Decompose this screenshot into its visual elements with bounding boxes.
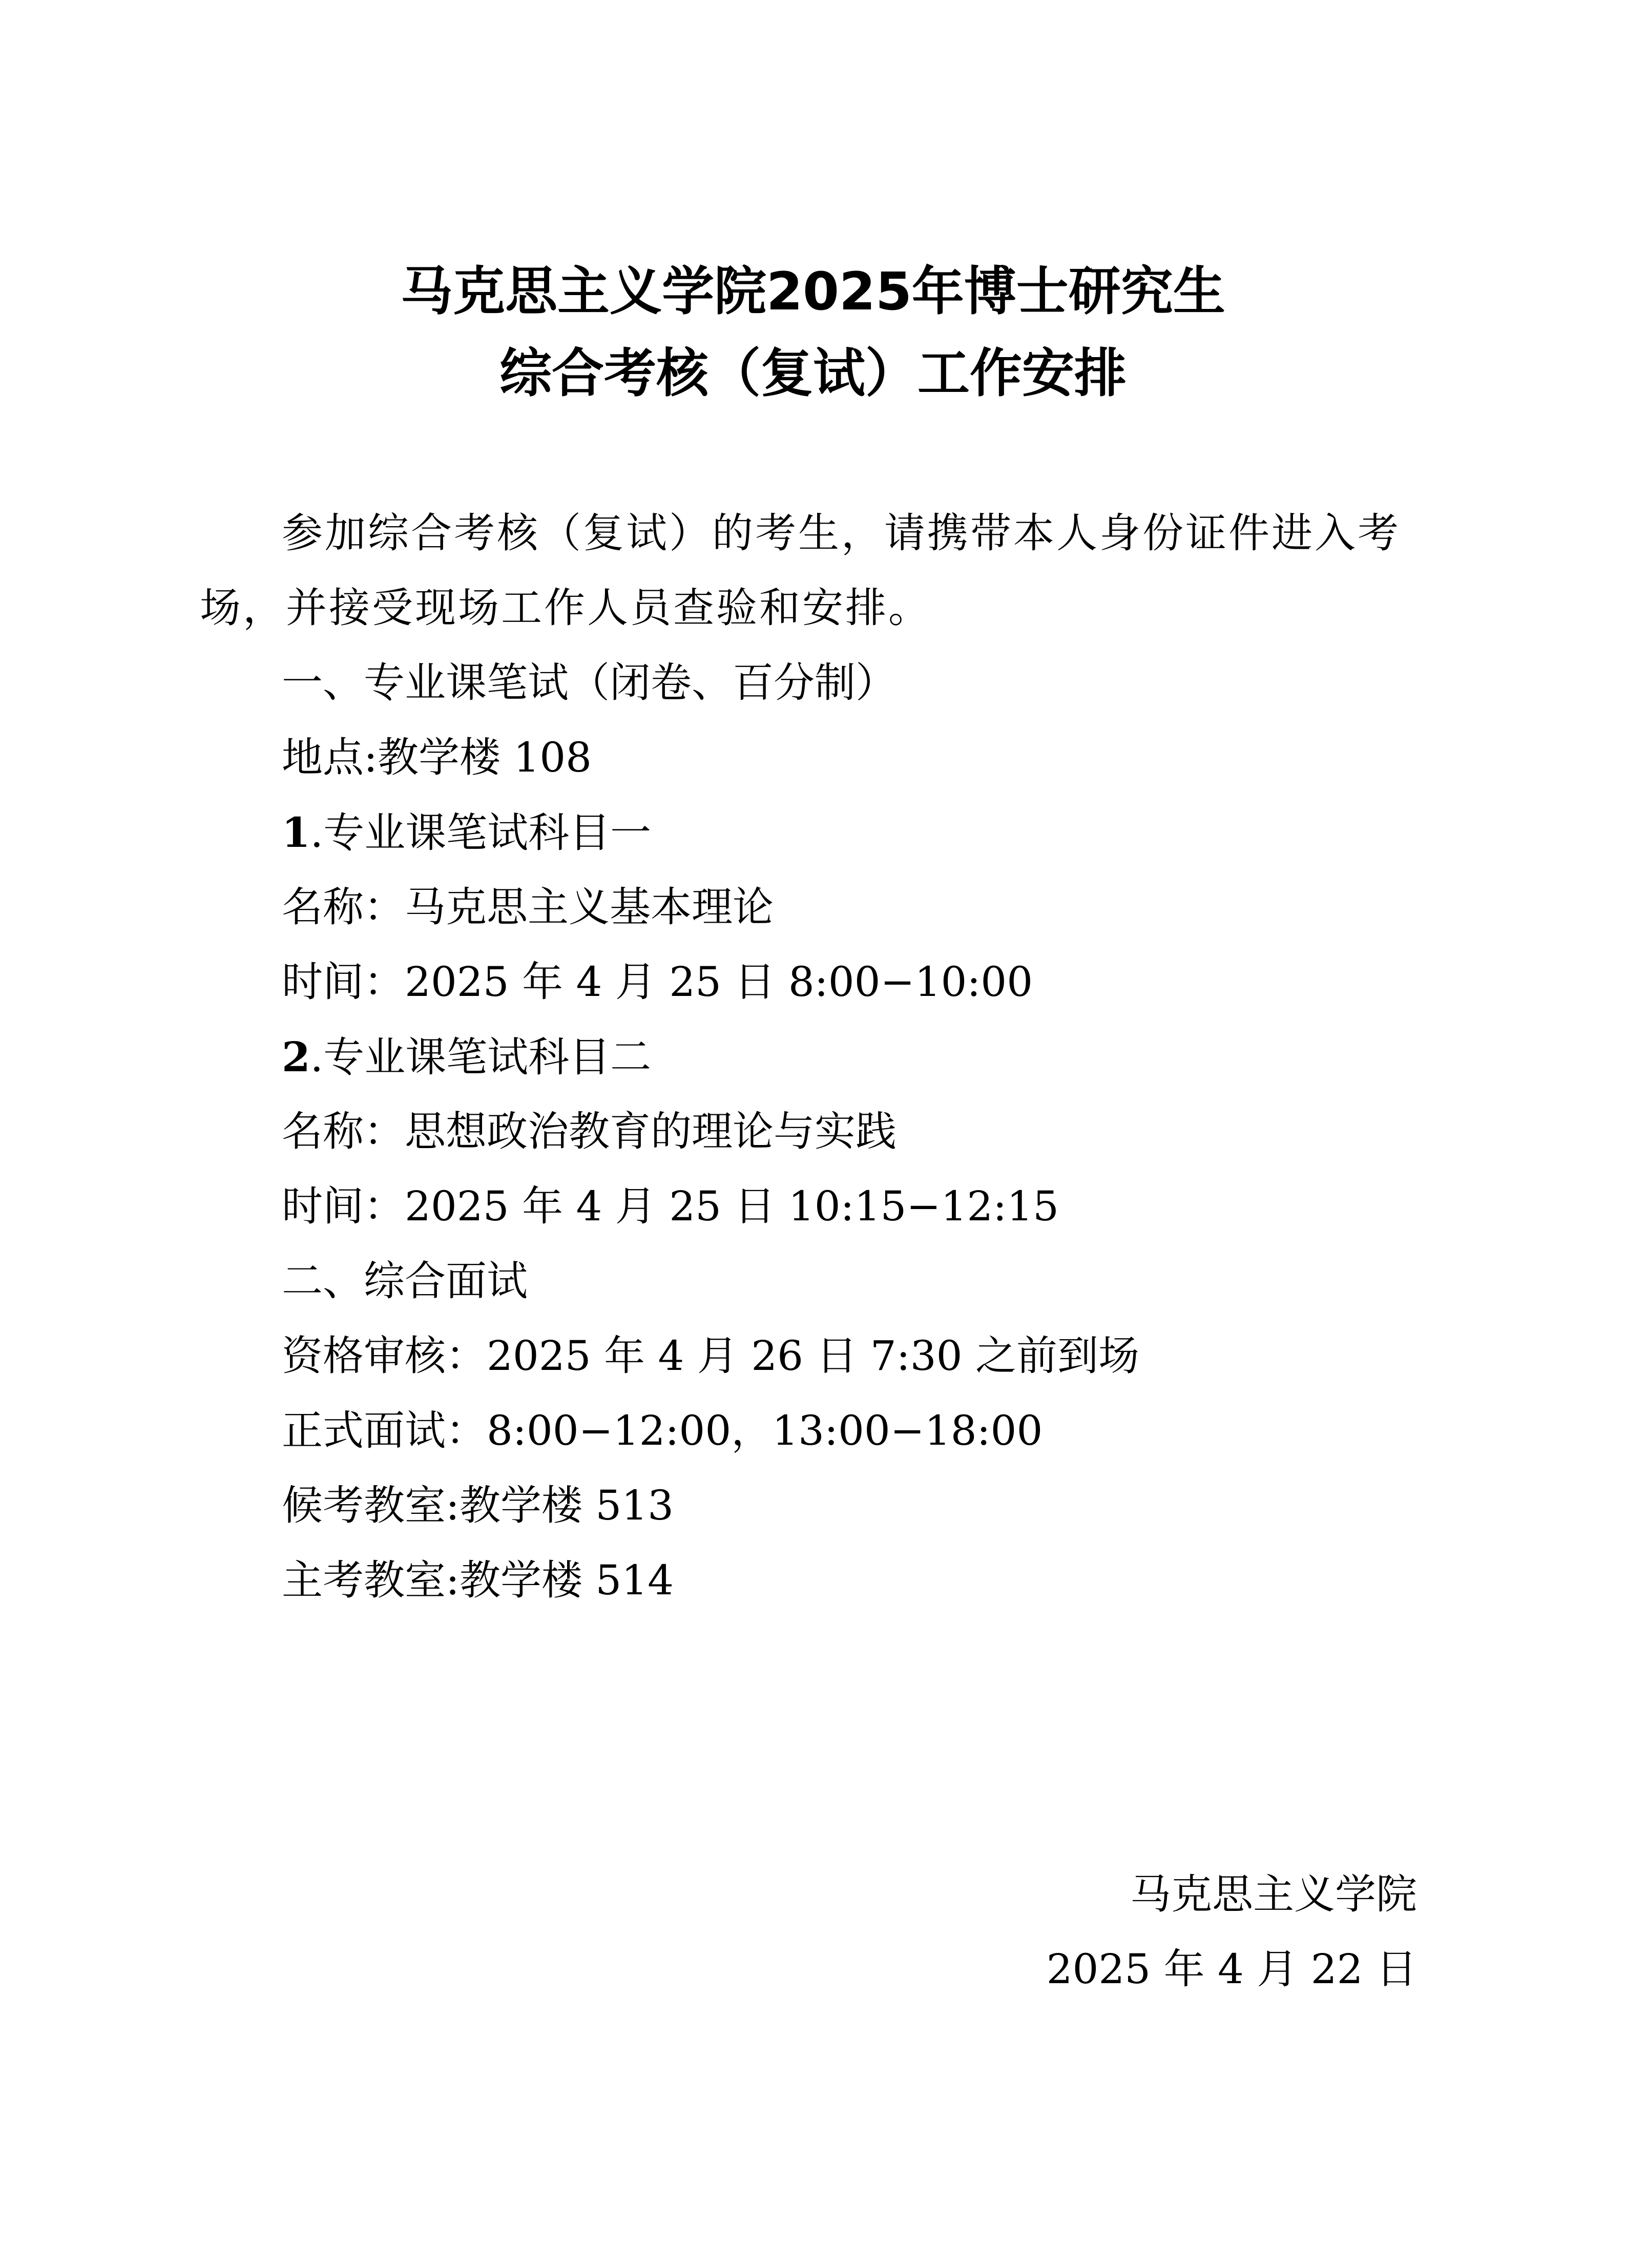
section1-heading: 一、专业课笔试（闭卷、百分制）	[282, 659, 897, 706]
subject1-name: 名称：马克思主义基本理论	[282, 883, 774, 931]
exam-room: 主考教室:教学楼 514	[282, 1556, 674, 1604]
title-line-2: 综合考核（复试）工作安排	[499, 343, 1127, 404]
formal-interview: 正式面试：8:00−12:00，13:00−18:00	[282, 1407, 1043, 1454]
subject2-heading-text: .专业课笔试科目二	[310, 1033, 652, 1081]
subject1-number: 1	[282, 808, 310, 857]
signature-org: 马克思主义学院	[1130, 1870, 1417, 1918]
qualification-review: 资格审核：2025 年 4 月 26 日 7:30 之前到场	[282, 1332, 1139, 1380]
title-line-1: 马克思主义学院2025年博士研究生	[401, 261, 1225, 322]
subject2-number: 2	[282, 1033, 310, 1081]
subject1-time: 时间：2025 年 4 月 25 日 8:00−10:00	[282, 958, 1033, 1006]
signature-date: 2025 年 4 月 22 日	[1046, 1945, 1417, 1993]
intro-paragraph: 参加综合考核（复试）的考生，请携带本人身份证件进入考场，并接受现场工作人员查验和安排。	[200, 509, 1401, 632]
subject2-time: 时间：2025 年 4 月 25 日 10:15−12:15	[282, 1182, 1059, 1230]
subject1-heading	[282, 807, 651, 859]
section2-heading: 二、综合面试	[282, 1257, 528, 1305]
subject1-heading-text: .专业课笔试科目一	[310, 809, 652, 857]
section1-location: 地点:教学楼 108	[282, 734, 592, 781]
waiting-room: 候考教室:教学楼 513	[282, 1482, 674, 1529]
subject2-name: 名称：思想政治教育的理论与实践	[282, 1108, 897, 1155]
subject2-heading	[282, 1031, 651, 1083]
